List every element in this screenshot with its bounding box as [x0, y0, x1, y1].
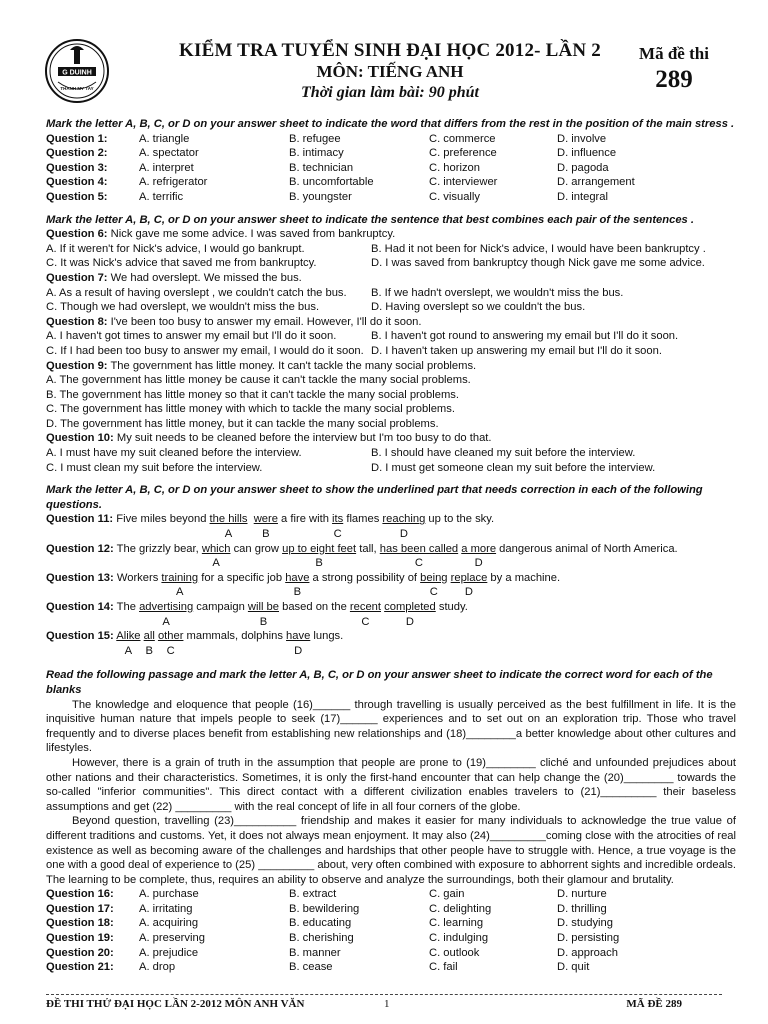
question-label: Question 13: — [46, 571, 114, 584]
section4-instruction: Read the following passage and mark the letter A, B, C, or D on your answer sheet to indicate the correct word for each of the blanks — [46, 669, 713, 696]
exam-content — [46, 117, 736, 975]
option-b: B. Had it not been for Nick's advice, I would have been bankruptcy . — [371, 242, 706, 255]
underlined-part: replace — [450, 571, 488, 584]
exam-code-number: 289 — [655, 66, 693, 93]
question-label: Question 14: — [46, 601, 114, 613]
answer-letters — [46, 556, 736, 571]
question-line — [46, 571, 736, 586]
question-text: Nick gave me some advice. I was saved from bankruptcy. — [107, 228, 396, 241]
footer-page-number: 1 — [384, 998, 390, 1010]
option-d: D. persisting — [557, 932, 620, 945]
option-d: D. quit — [557, 961, 590, 974]
letter-d: D — [405, 615, 414, 628]
underlined-part: its — [332, 513, 344, 526]
letter-d: D — [474, 557, 483, 570]
sentence-text: lungs. — [310, 630, 344, 643]
question-text: We had overslept. We missed the bus. — [107, 271, 302, 284]
option-d: D. I must get someone clean my suit before the interview. — [371, 461, 656, 474]
option-b: B. educating — [289, 917, 352, 930]
underlined-part: training — [161, 571, 199, 584]
question-row — [46, 931, 736, 946]
question-8 — [46, 315, 736, 359]
underlined-part: all — [143, 630, 155, 643]
sentence-text: mammals, dolphins — [183, 630, 287, 643]
option-d: D. Having overslept so we couldn't the bus. — [371, 301, 586, 314]
option-c: C. horizon — [429, 161, 480, 174]
answer-letters — [46, 644, 736, 659]
letter-a: A — [124, 644, 133, 657]
section3-instruction: Mark the letter A, B, C, or D on your answer sheet to show the underlined part that needs correction in each of the following questions. — [46, 484, 703, 511]
section2-instruction: Mark the letter A, B, C, or D on your answer sheet to indicate the sentence that best combines each pair of the sentences . — [46, 213, 695, 226]
question-row — [46, 161, 736, 176]
option-a: A. I must have my suit cleaned before the interview. — [46, 447, 302, 460]
question-6 — [46, 227, 736, 271]
letter-a: A — [224, 528, 233, 541]
underlined-part: other — [157, 630, 184, 643]
school-logo — [44, 38, 110, 104]
question-row — [46, 190, 736, 205]
letter-b: B — [293, 586, 302, 599]
exam-code-label: Mã đề thi — [639, 44, 709, 63]
question-row — [46, 946, 736, 961]
question-10 — [46, 431, 736, 475]
option-c: C. delighting — [429, 902, 492, 915]
sentence-text: study. — [435, 601, 468, 613]
option-b: B. If we hadn't overslept, we wouldn't miss the bus. — [371, 286, 624, 299]
question-text: I've been too busy to answer my email. However, I'll do it soon. — [107, 315, 422, 328]
option-c: C. commerce — [429, 132, 496, 145]
question-row — [46, 960, 736, 975]
underlined-part: Alike — [116, 630, 141, 643]
underlined-part: which — [201, 542, 231, 555]
option-a: A. refrigerator — [139, 176, 208, 189]
question-label: Question 8: — [46, 315, 108, 328]
question-row — [46, 146, 736, 161]
letter-c: C — [166, 644, 175, 657]
option-a: A. irritating — [139, 902, 193, 915]
option-c: C. I must clean my suit before the interview. — [46, 461, 263, 474]
underlined-part: the hills — [209, 513, 248, 526]
passage-paragraph-3: Beyond question, travelling (23)__________ friendship and makes it easier for many individuals to acknowledge the true value of different traditions and customs. Yet, it does not always mean enjoyment. It may also (24)_________coming close with the atrocities of real existence as well as becoming aware of the challenges and hardships that other people have to struggle with. Hence, a true voyage is the one with a good deal of experience to (25) _________ about, very often combined with exposure to abhorrent sights and incredible ordeals. The learning to be complete, thus, requires an ability to observe and analyze the surroundings, both their glamour and brutality. — [46, 815, 736, 886]
exam-duration: Thời gian làm bài: 90 phút — [301, 84, 479, 101]
letter-a: A — [162, 615, 170, 628]
option-a: A. spectator — [139, 147, 199, 160]
sentence-text: Workers — [113, 571, 162, 584]
question-row — [46, 887, 736, 902]
option-a: A. If it weren't for Nick's advice, I would go bankrupt. — [46, 242, 305, 255]
sentence-text: campaign — [193, 601, 248, 613]
option-c: C. If I had been too busy to answer my email, I would do it soon. — [46, 344, 364, 357]
answer-letters — [46, 615, 736, 630]
option-a: A. The government has little money be cause it can't tackle the many social problems. — [46, 374, 471, 387]
sentence-text: based on the — [279, 601, 350, 613]
footer-exam-code: MÃ ĐỀ 289 — [626, 998, 682, 1010]
option-d: D. integral — [557, 190, 608, 203]
question-line — [46, 512, 736, 527]
option-a: A. purchase — [139, 888, 199, 901]
question-label: Question 4: — [46, 176, 108, 189]
letter-d: D — [399, 528, 408, 541]
option-c: C. preference — [429, 147, 497, 160]
option-a: A. triangle — [139, 132, 190, 145]
underlined-part: up to eight feet — [282, 542, 357, 555]
answer-letters — [46, 527, 736, 542]
sentence-text: a fire with — [277, 513, 333, 526]
question-label: Question 1: — [46, 132, 108, 145]
option-c: C. indulging — [429, 932, 489, 945]
option-c: C. interviewer — [429, 176, 498, 189]
exam-code-block — [624, 44, 724, 96]
option-b: B. manner — [289, 946, 341, 959]
question-7 — [46, 271, 736, 315]
question-row — [46, 902, 736, 917]
option-b: B. I should have cleaned my suit before the interview. — [371, 447, 636, 460]
option-c: C. Though we had overslept, we wouldn't miss the bus. — [46, 301, 320, 314]
letter-c: C — [414, 557, 423, 570]
question-label: Question 11: — [46, 513, 114, 526]
letter-b: B — [315, 557, 323, 570]
section1-instruction: Mark the letter A, B, C, or D on your answer sheet to indicate the word that differs from the rest in the position of the main stress . — [46, 118, 735, 130]
option-d: D. approach — [557, 946, 618, 959]
letter-d: D — [464, 586, 474, 599]
sentence-text: dangerous animal of North America. — [496, 542, 678, 555]
underlined-part: have — [285, 571, 310, 584]
error-question-12 — [46, 542, 736, 571]
letter-b: B — [145, 644, 153, 657]
option-d: D. thrilling — [557, 902, 607, 915]
option-d: D. influence — [557, 147, 617, 160]
option-c: C. learning — [429, 917, 484, 930]
option-a: A. acquiring — [139, 917, 199, 930]
question-row — [46, 132, 736, 147]
section3-questions — [46, 512, 736, 658]
exam-subject: MÔN: TIẾNG ANH — [316, 62, 464, 81]
option-d: D. studying — [557, 917, 613, 930]
option-b: B. I haven't got round to answering my email but I'll do it soon. — [371, 330, 679, 343]
underlined-part: advertising — [139, 601, 194, 613]
question-label: Question 20: — [46, 946, 114, 959]
option-b: B. cease — [289, 961, 333, 974]
footer-exam-name: ĐỀ THI THỬ ĐẠI HỌC LẦN 2-2012 MÔN ANH VĂN — [46, 998, 305, 1010]
option-a: A. terrific — [139, 190, 184, 203]
underlined-part: recent — [349, 601, 382, 613]
question-label: Question 18: — [46, 917, 114, 930]
section1-questions — [46, 132, 736, 205]
underlined-part: were — [253, 513, 278, 526]
question-label: Question 7: — [46, 271, 108, 284]
option-b: B. youngster — [289, 190, 352, 203]
sentence-text: a strong possibility of — [309, 571, 421, 584]
question-line — [46, 542, 736, 557]
question-label: Question 16: — [46, 888, 114, 901]
letter-d: D — [294, 644, 303, 657]
question-label: Question 9: — [46, 359, 108, 372]
question-label: Question 3: — [46, 161, 108, 174]
option-a: A. prejudice — [139, 946, 199, 959]
option-d: D. The government has little money, but it can tackle the many social problems. — [46, 417, 439, 430]
option-b: B. uncomfortable — [289, 176, 374, 189]
underlined-part: will be — [247, 601, 279, 613]
letter-c: C — [333, 528, 342, 541]
question-line — [46, 600, 736, 615]
question-label: Question 15: — [46, 630, 114, 643]
sentence-text: can grow — [230, 542, 283, 555]
option-b: B. intimacy — [289, 147, 344, 160]
question-label: Question 10: — [46, 432, 114, 445]
option-d: D. involve — [557, 132, 607, 145]
error-question-15 — [46, 629, 736, 658]
option-d: D. arrangement — [557, 176, 635, 189]
exam-title: KIỂM TRA TUYỂN SINH ĐẠI HỌC 2012- LẦN 2 — [179, 40, 601, 61]
sentence-text: Five miles beyond — [113, 513, 210, 526]
option-c: C. gain — [429, 888, 465, 901]
option-c: C. outlook — [429, 946, 480, 959]
sentence-text: up to the sky. — [425, 513, 495, 526]
letter-b: B — [262, 528, 270, 541]
letter-c: C — [429, 586, 438, 599]
letter-a: A — [212, 557, 220, 570]
option-b: B. bewildering — [289, 902, 360, 915]
error-question-13 — [46, 571, 736, 600]
underlined-part: being — [420, 571, 448, 584]
sentence-text: by a machine. — [487, 571, 561, 584]
option-a: A. interpret — [139, 161, 194, 174]
passage-paragraph-2: However, there is a grain of truth in the assumption that people are prone to (19)________ cliché and unfounded prejudices about other nations and their characteristics. Sometimes, it is only the first-hand encounter that can help change the (20)________ towards the so-called "inferior communities". This direct contact with a different civilization enables travelers to (21)_________ their baseless assumptions and get (22) _________ with the real concept of life in all four corners of the globe. — [46, 756, 736, 813]
question-label: Question 12: — [46, 542, 114, 555]
question-text: My suit needs to be cleaned before the interview but I'm too busy to do that. — [113, 432, 492, 445]
question-row — [46, 916, 736, 931]
section4-questions — [46, 887, 736, 975]
option-a: A. As a result of having overslept , we couldn't catch the bus. — [46, 286, 347, 299]
option-c: C. The government has little money with which to tackle the many social problems. — [46, 403, 455, 416]
question-text: The government has little money. It can't tackle the many social problems. — [107, 359, 477, 372]
option-b: B. refugee — [289, 132, 341, 145]
question-label: Question 19: — [46, 932, 114, 945]
question-label: Question 17: — [46, 902, 114, 915]
question-label: Question 6: — [46, 228, 108, 241]
error-question-11 — [46, 512, 736, 541]
underlined-part: a more — [461, 542, 497, 555]
underlined-part: completed — [384, 601, 436, 613]
logo-text-bottom: THANH MY TAY — [60, 86, 94, 91]
question-label: Question 5: — [46, 190, 108, 203]
option-d: D. I was saved from bankruptcy though Nick gave me some advice. — [371, 257, 705, 270]
error-question-14 — [46, 600, 736, 629]
letter-b: B — [259, 615, 268, 628]
option-c: C. visually — [429, 190, 480, 203]
underlined-part: reaching — [382, 513, 426, 526]
letter-a: A — [176, 586, 184, 599]
option-c: C. fail — [429, 961, 458, 974]
option-b: B. technician — [289, 161, 354, 174]
question-9 — [46, 359, 736, 432]
option-c: C. It was Nick's advice that saved me from bankruptcy. — [46, 257, 317, 270]
option-d: D. pagoda — [557, 161, 609, 174]
sentence-text: for a specific job — [198, 571, 286, 584]
question-label: Question 2: — [46, 147, 108, 160]
question-line — [46, 629, 736, 644]
logo-text-top: G DUINH — [62, 69, 92, 77]
passage-paragraph-1: The knowledge and eloquence that people (16)______ through travelling is usually perceived as the best fulfillment in life. It is the inquisitive human nature that impels people to seek (17)______ experiences and to set out on an exploration trip. Those who travel frequently and to diverse places benefit from establishing new relationships and (18)________a better knowledge about other cultures and lifestyles. — [46, 698, 736, 755]
sentence-text: The — [113, 601, 140, 613]
option-b: B. extract — [289, 888, 337, 901]
option-b: B. cherishing — [289, 932, 354, 945]
sentence-text: flames — [343, 513, 383, 526]
underlined-part: have — [286, 630, 311, 643]
sentence-text: tall, — [356, 542, 380, 555]
sentence-text: The grizzly bear, — [113, 542, 202, 555]
letter-c: C — [361, 615, 370, 628]
underlined-part: has been called — [379, 542, 459, 555]
option-a: A. drop — [139, 961, 176, 974]
option-a: A. I haven't got times to answer my email but I'll do it soon. — [46, 330, 337, 343]
option-b: B. The government has little money so that it can't tackle the many social problems. — [46, 388, 459, 401]
option-d: D. nurture — [557, 888, 607, 901]
question-label: Question 21: — [46, 961, 114, 974]
answer-letters — [46, 585, 736, 600]
option-d: D. I haven't taken up answering my email but I'll do it soon. — [371, 344, 662, 357]
exam-title-block — [150, 40, 630, 104]
option-a: A. preserving — [139, 932, 205, 945]
footer-divider — [46, 994, 722, 995]
question-row — [46, 175, 736, 190]
